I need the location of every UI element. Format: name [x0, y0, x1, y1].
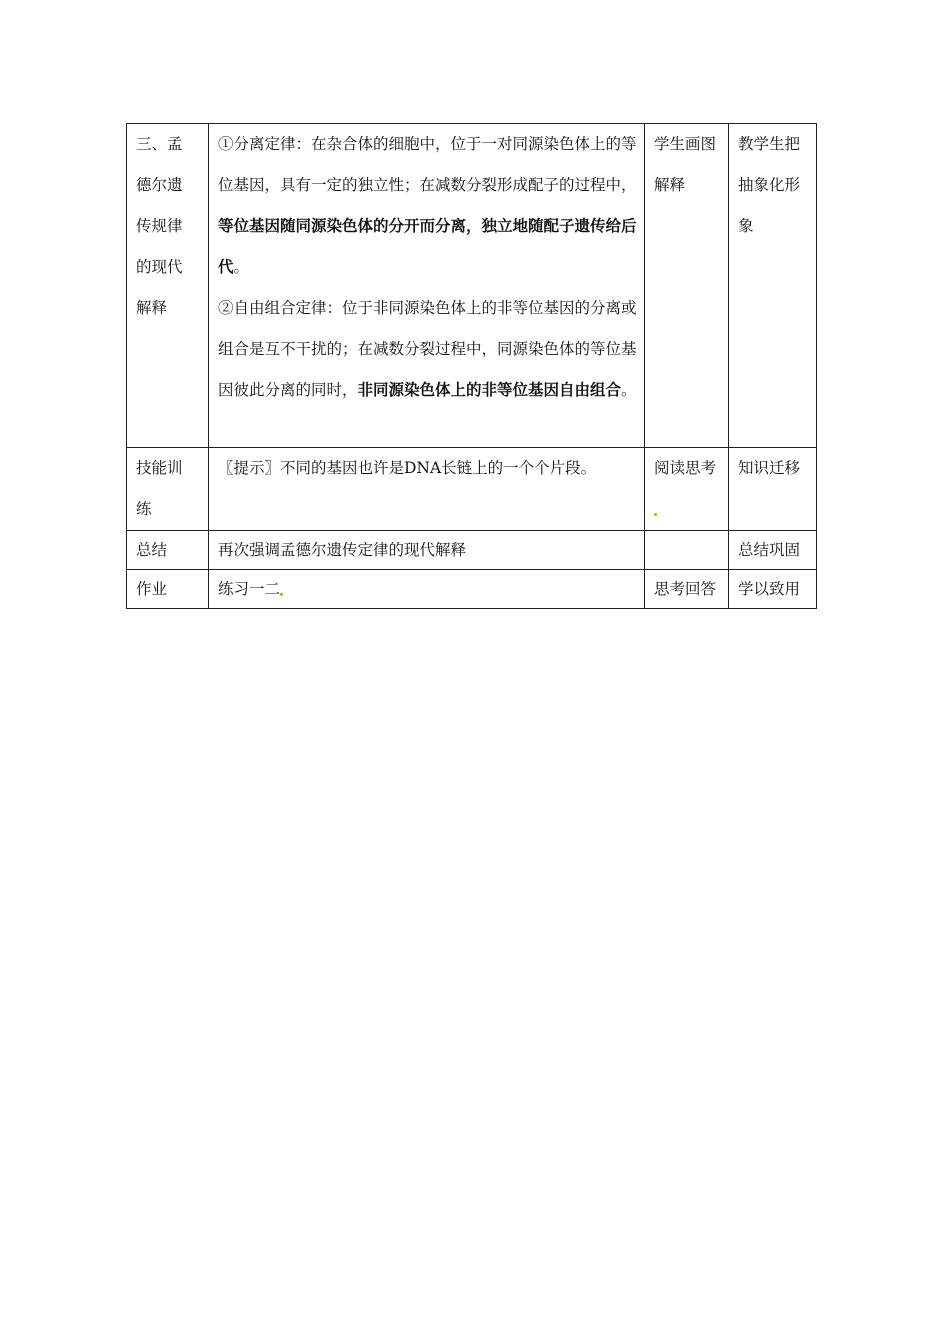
revision-marker — [654, 513, 657, 516]
student-activity-cell: 思考回答 — [645, 570, 729, 609]
design-intent-cell: 总结巩固 — [729, 531, 817, 570]
lesson-plan-table — [126, 123, 817, 609]
independent-assortment-paragraph — [218, 288, 638, 411]
table-row-skill-training — [127, 448, 817, 531]
student-activity-cell: 学生画图解释 — [645, 124, 729, 448]
independent-assortment-text: ②自由组合定律：位于非同源染色体上的非等位基因的分离或组合是互不干扰的；在减数分裂过程中，同源染色体的等位基因彼此分离的同时， — [218, 299, 637, 399]
design-intent-cell: 知识迁移 — [729, 448, 817, 531]
content-cell — [209, 124, 645, 448]
design-intent-cell: 学以致用 — [729, 570, 817, 609]
table-row-summary — [127, 531, 817, 570]
section-cell: 总结 — [127, 531, 209, 570]
independent-assortment-emphasis: 非同源染色体上的非等位基因自由组合 — [357, 381, 622, 399]
student-activity-cell — [645, 531, 729, 570]
student-activity-text: 阅读思考 — [654, 459, 717, 477]
table-row-homework — [127, 570, 817, 609]
table-row-modern-explanation — [127, 124, 817, 448]
content-cell: 〖提示〗不同的基因也许是DNA长链上的一个个片段。 — [209, 448, 645, 531]
content-cell: 再次强调孟德尔遗传定律的现代解释 — [209, 531, 645, 570]
segregation-law-paragraph — [218, 124, 638, 288]
section-cell: 三、孟德尔遗传规律的现代解释 — [127, 124, 209, 448]
content-cell — [209, 570, 645, 609]
segregation-law-text: ①分离定律：在杂合体的细胞中，位于一对同源染色体上的等位基因，具有一定的独立性；在减数分裂形成配子的过程中， — [218, 135, 637, 194]
section-cell: 技能训练 — [127, 448, 209, 531]
revision-marker — [280, 593, 283, 596]
design-intent-cell: 教学生把抽象化形象 — [729, 124, 817, 448]
homework-text: 练习一二 — [218, 580, 281, 598]
independent-assortment-end: 。 — [621, 381, 637, 399]
segregation-law-emphasis: 等位基因随同源染色体的分开而分离，独立地随配子遗传给后代 — [218, 217, 637, 276]
section-cell: 作业 — [127, 570, 209, 609]
segregation-law-end: 。 — [233, 258, 250, 276]
student-activity-cell — [645, 448, 729, 531]
